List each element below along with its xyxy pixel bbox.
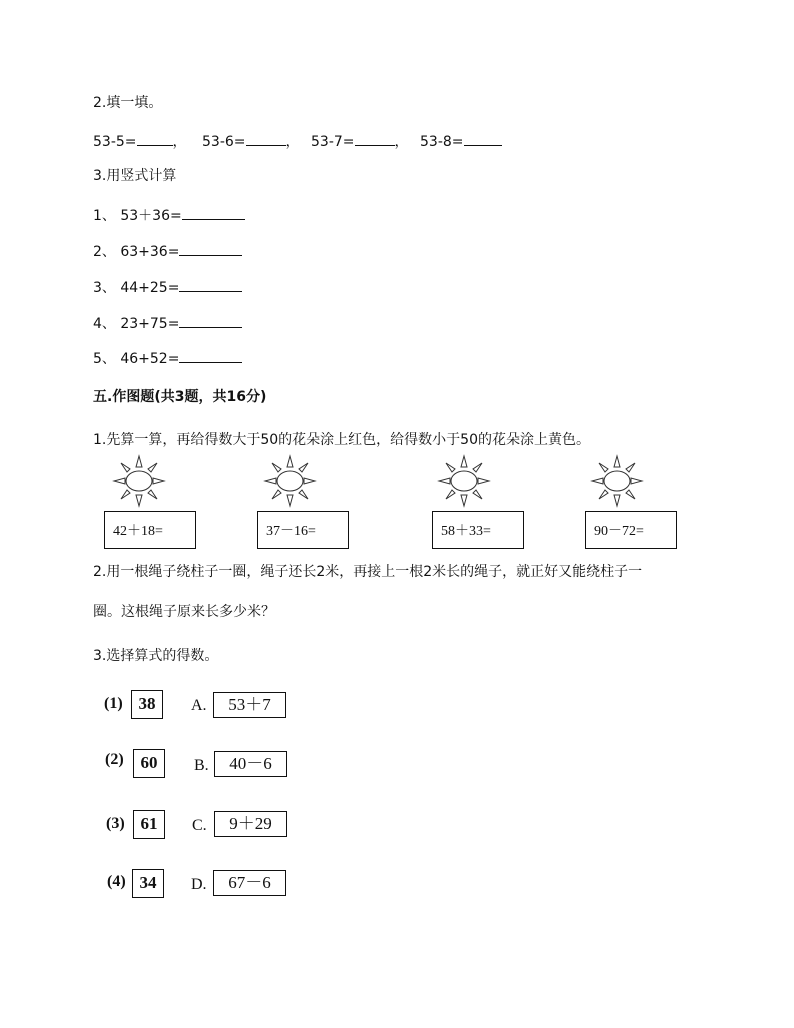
q2-title: 2.填一填。 [93, 95, 163, 111]
q3-item-4: 4、 23+75= [93, 313, 242, 333]
option-letter: D. [191, 876, 207, 893]
item-number: (4) [107, 873, 126, 890]
sun-flower-icon[interactable] [111, 453, 167, 509]
item-number: (3) [106, 815, 125, 832]
p3-title: 3.选择算式的得数。 [93, 648, 219, 664]
item-number: (1) [104, 695, 123, 712]
q3-item-1: 1、 53＋36= [93, 205, 245, 225]
answer-blank[interactable] [179, 277, 242, 292]
p2-text-line2: 圈。这根绳子原来长多少米？ [93, 604, 275, 620]
answer-value-box[interactable]: 60 [133, 749, 165, 778]
answer-value-box[interactable]: 38 [131, 690, 163, 719]
section-heading: 五.作图题(共3题，共16分) [93, 389, 267, 405]
option-expression-box[interactable]: 53＋7 [213, 692, 286, 718]
q3-item-3: 3、 44+25= [93, 277, 242, 297]
sun-flower-icon[interactable] [436, 453, 492, 509]
q3-item-2: 2、 63+36= [93, 241, 242, 261]
p1-title: 1.先算一算，再给得数大于50的花朵涂上红色，给得数小于50的花朵涂上黄色。 [93, 432, 590, 448]
sun-flower-icon[interactable] [262, 453, 318, 509]
answer-blank[interactable] [182, 205, 245, 220]
answer-blank[interactable] [179, 313, 242, 328]
answer-value-box[interactable]: 34 [132, 869, 164, 898]
answer-value-box[interactable]: 61 [133, 810, 165, 839]
q2-item-2: 53-6= ， [202, 131, 300, 151]
option-expression-box[interactable]: 67－6 [213, 870, 286, 896]
option-letter: A. [191, 697, 207, 714]
answer-blank[interactable] [179, 241, 242, 256]
option-expression-box[interactable]: 40－6 [214, 751, 287, 777]
answer-blank[interactable] [246, 131, 286, 146]
option-letter: C. [192, 817, 207, 834]
answer-blank[interactable] [137, 131, 173, 146]
expression-box: 37－16= [257, 511, 349, 549]
q2-item-3: 53-7= ， [311, 131, 409, 151]
answer-blank[interactable] [355, 131, 395, 146]
answer-blank[interactable] [464, 131, 502, 146]
expression-box: 90－72= [585, 511, 677, 549]
q2-item-4: 53-8= [420, 131, 502, 151]
option-letter: B. [194, 757, 209, 774]
expression-box: 58＋33= [432, 511, 524, 549]
q2-item-1: 53-5= ， [93, 131, 187, 151]
expression-box: 42＋18= [104, 511, 196, 549]
q3-title: 3.用竖式计算 [93, 168, 177, 184]
q3-item-5: 5、 46+52= [93, 348, 242, 368]
p2-text-line1: 2.用一根绳子绕柱子一圈，绳子还长2米，再接上一根2米长的绳子，就正好又能绕柱子一 [93, 564, 643, 580]
answer-blank[interactable] [179, 348, 242, 363]
sun-flower-icon[interactable] [589, 453, 645, 509]
option-expression-box[interactable]: 9＋29 [214, 811, 287, 837]
item-number: (2) [105, 751, 124, 768]
